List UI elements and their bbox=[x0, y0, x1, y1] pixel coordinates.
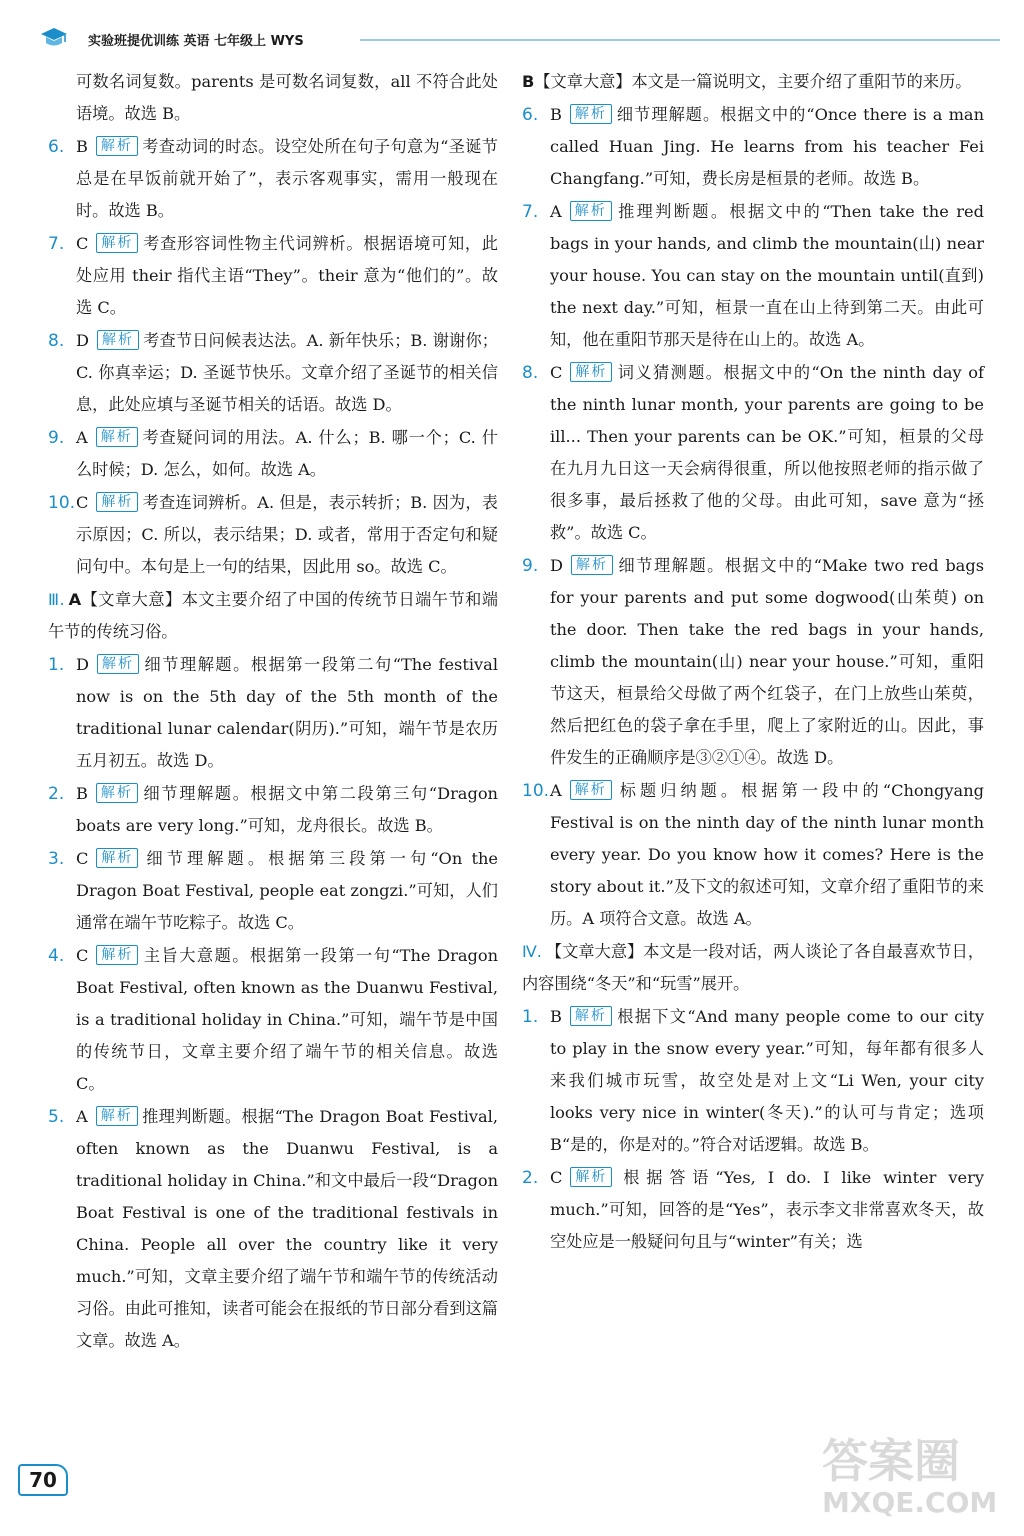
explanation-text: 根据下文“And many people come to our city to play in the snow every year.”可知，每年都有很多人来我们城市玩雪，故空处是对上文“Li Wen, your city looks very nice in winter(冬天).”的认可与肯定；选项 B“是的，你是对的。”符合对话逻辑。故选 B。 bbox=[550, 1007, 984, 1154]
analysis-tag: 解析 bbox=[97, 654, 139, 674]
answer-letter: C bbox=[550, 363, 563, 382]
question-number: 7. bbox=[48, 234, 65, 254]
summary-text: 本文是一篇说明文，主要介绍了重阳节的来历。 bbox=[631, 72, 972, 91]
analysis-tag: 解析 bbox=[570, 362, 612, 382]
page-header bbox=[40, 26, 1000, 52]
analysis-tag: 解析 bbox=[96, 848, 138, 868]
analysis-tag: 解析 bbox=[96, 945, 138, 965]
answer-item bbox=[48, 487, 498, 583]
section-number: Ⅲ. bbox=[48, 590, 65, 609]
answer-item bbox=[522, 775, 984, 935]
summary-heading: 【文章大意】 bbox=[545, 942, 644, 961]
explanation-text: 考查连词辨析。A. 但是，表示转折；B. 因为，表示原因；C. 所以，表示结果；D. 或者，常用于否定句和疑问句中。本句是上一句的结果，因此用 so。故选 C。 bbox=[76, 493, 498, 576]
answer-item bbox=[48, 940, 498, 1100]
watermark-logo-text: 答案圈 bbox=[822, 1434, 960, 1488]
analysis-tag: 解析 bbox=[97, 330, 139, 350]
answer-item bbox=[48, 422, 498, 486]
answer-letter: C bbox=[76, 946, 89, 965]
answer-item bbox=[48, 1101, 498, 1357]
question-number: 10. bbox=[522, 781, 550, 801]
answer-item bbox=[48, 228, 498, 324]
question-number: 3. bbox=[48, 849, 65, 869]
explanation-text: 标题归纳题。根据第一段中的“Chongyang Festival is on the ninth day of the ninth lunar month every year. Do you know how it comes? Here is the story about it.”及下文的叙述可知，文章介绍了重阳节的来历。A 项符合文意。故选 A。 bbox=[550, 781, 984, 928]
question-number: 8. bbox=[48, 331, 65, 351]
answer-item bbox=[522, 1162, 984, 1258]
watermark-url: MXQE.COM bbox=[822, 1486, 998, 1519]
watermark bbox=[822, 1436, 1012, 1526]
question-number: 6. bbox=[48, 137, 65, 157]
answer-item bbox=[522, 357, 984, 549]
explanation-text: 细节理解题。根据文中第二段第三句“Dragon boats are very long.”可知，龙舟很长。故选 B。 bbox=[76, 784, 498, 835]
answer-item bbox=[522, 99, 984, 195]
answer-letter: C bbox=[76, 493, 89, 512]
answer-item bbox=[522, 550, 984, 774]
analysis-tag: 解析 bbox=[570, 780, 612, 800]
explanation-text: 词义猜测题。根据文中的“On the ninth day of the ninth lunar month, your parents are going to be ill... Then your parents can be OK.”可知，桓景的父母在九月九日这一天会病得很重，所以他按照老师的指示做了很多事，最后拯救了他的父母。由此可知，save 意为“拯救”。故选 C。 bbox=[550, 363, 984, 542]
analysis-tag: 解析 bbox=[571, 555, 613, 575]
question-number: 1. bbox=[48, 655, 65, 675]
section-number: Ⅳ. bbox=[522, 942, 542, 961]
answer-item bbox=[48, 131, 498, 227]
question-number: 9. bbox=[48, 428, 65, 448]
answer-letter: C bbox=[76, 234, 89, 253]
answer-letter: B bbox=[76, 137, 88, 156]
answer-item bbox=[48, 843, 498, 939]
answer-letter: B bbox=[550, 105, 562, 124]
question-number: 5. bbox=[48, 1107, 65, 1127]
header-title: 实验班提优训练 英语 七年级上 WYS bbox=[88, 34, 304, 49]
answer-item bbox=[522, 196, 984, 356]
summary-heading: 【文章大意】 bbox=[81, 590, 182, 609]
answer-letter: A bbox=[550, 781, 562, 800]
summary-text: 本文是一段对话，两人谈论了各自最喜欢节日，内容围绕“冬天”和“玩雪”展开。 bbox=[522, 942, 985, 993]
question-number: 2. bbox=[522, 1168, 539, 1188]
explanation-text: 推理判断题。根据文中的“Then take the red bags in your hands, and climb the mountain(山) near your house. You can stay on the mountain until(直到) the next day.”可知，桓景一直在山上待到第二天。由此可知，他在重阳节那天是待在山上的。故选 A。 bbox=[550, 202, 984, 349]
explanation-text: 考查动词的时态。设空处所在句子句意为“圣诞节总是在早饭前就开始了”，表示客观事实，需用一般现在时。故选 B。 bbox=[76, 137, 498, 220]
answer-letter: A bbox=[76, 1107, 88, 1126]
summary-heading: 【文章大意】 bbox=[534, 72, 632, 91]
answer-letter: B bbox=[76, 784, 88, 803]
section-summary bbox=[522, 66, 984, 98]
right-column bbox=[522, 66, 984, 1259]
left-column bbox=[48, 66, 498, 1358]
analysis-tag: 解析 bbox=[96, 136, 138, 156]
analysis-tag: 解析 bbox=[570, 1006, 612, 1026]
question-number: 8. bbox=[522, 363, 539, 383]
answer-letter: C bbox=[550, 1168, 563, 1187]
analysis-tag: 解析 bbox=[96, 233, 138, 253]
explanation-text: 细节理解题。根据第一段第二句“The festival now is on the 5th day of the 5th month of the traditional lunar calendar(阴历).”可知，端午节是农历五月初五。故选 D。 bbox=[76, 655, 498, 770]
explanation-text: 推理判断题。根据“The Dragon Boat Festival, often known as the Duanwu Festival, is a traditional holiday in China.”和文中最后一段“Dragon Boat Festival is one of the traditional festivals in China. People all over the country like it very much.”可知，文章主要介绍了端午节和端午节的传统活动习俗。由此可推知，读者可能会在报纸的节日部分看到这篇文章。故选 A。 bbox=[76, 1107, 498, 1350]
question-number: 1. bbox=[522, 1007, 539, 1027]
answer-item bbox=[48, 649, 498, 777]
analysis-tag: 解析 bbox=[96, 1106, 138, 1126]
analysis-tag: 解析 bbox=[96, 492, 138, 512]
answer-letter: B bbox=[550, 1007, 562, 1026]
question-number: 9. bbox=[522, 556, 539, 576]
explanation-text: 细节理解题。根据第三段第一句“On the Dragon Boat Festival, people eat zongzi.”可知，人们通常在端午节吃粽子。故选 C。 bbox=[76, 849, 498, 932]
summary-text: 本文主要介绍了中国的传统节日端午节和端午节的传统习俗。 bbox=[48, 590, 499, 641]
answer-letter: C bbox=[76, 849, 89, 868]
passage-label: B bbox=[522, 72, 535, 91]
passage-label: A bbox=[68, 590, 82, 609]
explanation-text: 考查节日问候表达法。A. 新年快乐；B. 谢谢你；C. 你真幸运；D. 圣诞节快乐。文章介绍了圣诞节的相关信息，此处应填与圣诞节相关的话语。故选 D。 bbox=[76, 331, 498, 414]
answer-letter: A bbox=[76, 428, 88, 447]
continued-text: 可数名词复数。parents 是可数名词复数，all 不符合此处语境。故选 B。 bbox=[76, 72, 498, 123]
graduation-cap-icon bbox=[40, 26, 68, 50]
analysis-tag: 解析 bbox=[96, 427, 138, 447]
answer-letter: D bbox=[550, 556, 563, 575]
answer-item bbox=[522, 1001, 984, 1161]
explanation-text: 主旨大意题。根据第一段第一句“The Dragon Boat Festival, often known as the Duanwu Festival, is a traditional holiday in China.”可知，端午节是中国的传统节日，文章主要介绍了端午节的相关信息。故选 C。 bbox=[76, 946, 498, 1093]
answer-item bbox=[48, 778, 498, 842]
question-number: 6. bbox=[522, 105, 539, 125]
question-number: 10. bbox=[48, 493, 76, 513]
section-summary bbox=[522, 936, 984, 1000]
explanation-text: 细节理解题。根据文中的“Once there is a man called Huan Jing. He learns from his teacher Fei Changfang.”可知，费长房是桓景的老师。故选 B。 bbox=[550, 105, 984, 188]
section-summary bbox=[48, 584, 498, 648]
answer-letter: A bbox=[550, 202, 562, 221]
answer-letter: D bbox=[76, 331, 89, 350]
page-number: 70 bbox=[18, 1464, 68, 1496]
explanation-text: 细节理解题。根据文中的“Make two red bags for your parents and put some dogwood(山茱萸) on the door. Then take the red bags in your hands, climb the mountain(山) near your house.”可知，重阳节这天，桓景给父母做了两个红袋子，在门上放些山茱萸，然后把红色的袋子拿在手里，爬上了家附近的山。因此，事件发生的正确顺序是③②①④。故选 D。 bbox=[550, 556, 984, 767]
analysis-tag: 解析 bbox=[570, 104, 612, 124]
header-rule bbox=[360, 39, 1000, 41]
explanation-text: 根据答语“Yes, I do. I like winter very much.”可知，回答的是“Yes”，表示李文非常喜欢冬天，故空处应是一般疑问句且与“winter”有关；选 bbox=[550, 1168, 984, 1251]
question-number: 7. bbox=[522, 202, 539, 222]
answer-item bbox=[48, 325, 498, 421]
analysis-tag: 解析 bbox=[570, 1167, 612, 1187]
question-number: 4. bbox=[48, 946, 65, 966]
analysis-tag: 解析 bbox=[96, 783, 138, 803]
analysis-tag: 解析 bbox=[570, 201, 612, 221]
explanation-text: 考查疑问词的用法。A. 什么；B. 哪一个；C. 什么时候；D. 怎么，如何。故选 A。 bbox=[76, 428, 498, 479]
answer-letter: D bbox=[76, 655, 89, 674]
explanation-text: 考查形容词性物主代词辨析。根据语境可知，此处应用 their 指代主语“They”。their 意为“他们的”。故选 C。 bbox=[76, 234, 498, 317]
question-number: 2. bbox=[48, 784, 65, 804]
